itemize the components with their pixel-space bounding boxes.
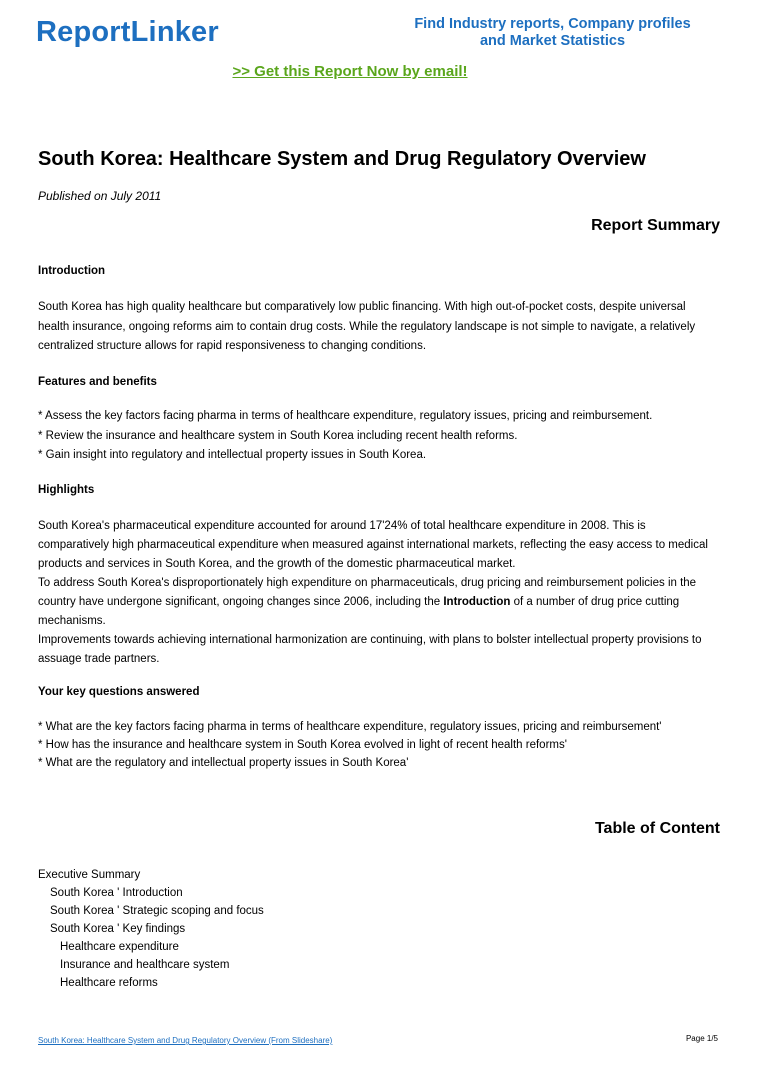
features-list [38,407,728,466]
list-item: * Review the insurance and healthcare system in South Korea including recent health reforms. [38,429,518,442]
text-span: country have undergone significant, ongoing changes since 2006, including the [38,596,444,608]
published-date: Published on July 2011 [38,189,162,203]
toc-item: Executive Summary [38,869,141,881]
text-bold: Introduction [443,596,511,608]
list-item: * Assess the key factors facing pharma in terms of healthcare expenditure, regulatory issues, pricing and reimbursement. [38,410,653,422]
introduction-heading: Introduction [38,265,106,277]
list-item: * What are the key factors facing pharma in terms of healthcare expenditure, regulatory issues, pricing and reimbursement' [38,721,662,733]
text-line: centralized structure allows for rapid responsiveness to changing conditions. [38,340,427,352]
toc-item: Healthcare reforms [60,977,158,989]
list-item: * Gain insight into regulatory and intellectual property issues in South Korea. [38,449,427,461]
tagline-line-2: and Market Statistics [479,33,626,49]
text-line: South Korea's pharmaceutical expenditure accounted for around 17'24% of total healthcare expenditure in 2008. This is [38,520,646,532]
features-heading: Features and benefits [38,376,157,388]
text-line: To address South Korea's disproportionately high expenditure on pharmaceuticals, drug pricing and reimbursement policies in the [38,577,697,589]
report-title: South Korea: Healthcare System and Drug Regulatory Overview [38,148,646,170]
toc-item: South Korea ' Strategic scoping and focus [50,905,264,917]
questions-heading: Your key questions answered [38,686,200,698]
list-item: * What are the regulatory and intellectual property issues in South Korea' [38,757,409,769]
toc-item: Healthcare expenditure [60,941,179,953]
questions-list [38,718,728,772]
highlights-text [38,517,728,669]
text-line [38,593,728,612]
report-summary-heading: Report Summary [591,217,720,234]
table-of-contents [38,866,264,992]
toc-heading: Table of Content [594,820,720,837]
text-line: products and services in South Korea, and the growth of the domestic pharmaceutical market. [38,558,516,570]
header-tagline [400,16,705,50]
footer-source-link[interactable]: South Korea: Healthcare System and Drug Regulatory Overview (From Slideshare) [38,1036,333,1045]
toc-item: South Korea ' Key findings [50,923,186,935]
list-item: * How has the insurance and healthcare system in South Korea evolved in light of recent health reforms' [38,739,567,751]
tagline-line-1: Find Industry reports, Company profiles [414,16,691,32]
text-span: of a number of drug price cutting [510,596,680,608]
text-line: Improvements towards achieving international harmonization are continuing, with plans to bolster intellectual property provisions to [38,634,702,646]
text-line: assuage trade partners. [38,653,160,665]
text-line: comparatively high pharmaceutical expenditure when measured against international markets, reflecting the easy access to medical [38,539,708,551]
text-line: South Korea has high quality healthcare but comparatively low public financing. With high out-of-pocket costs, despite universal [38,301,686,313]
page-number: Page 1/5 [685,1034,718,1043]
reportlinker-logo[interactable]: ReportLinker [36,16,219,48]
introduction-text [38,298,728,357]
highlights-heading: Highlights [38,484,95,496]
toc-item: South Korea ' Introduction [50,887,183,899]
get-report-link[interactable]: >> Get this Report Now by email! [232,63,468,80]
text-line: mechanisms. [38,615,106,627]
toc-item: Insurance and healthcare system [60,959,230,971]
text-line: health insurance, ongoing reforms aim to contain drug costs. While the regulatory landscape is not simple to navigate, a relatively [38,320,696,333]
